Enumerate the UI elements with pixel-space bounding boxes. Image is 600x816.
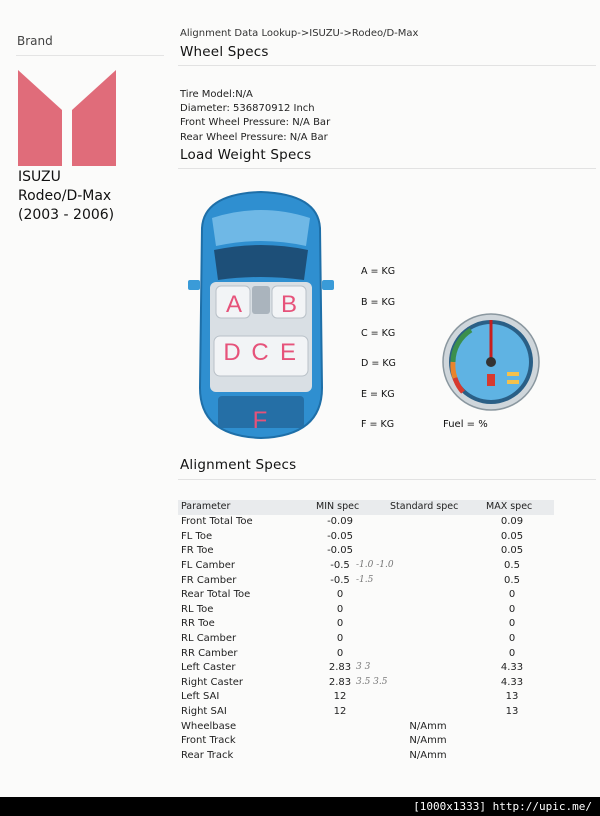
col-header-max: MAX spec [486,501,533,512]
max-cell: 4.33 [500,677,524,688]
table-row [0,677,600,692]
table-row [0,735,600,750]
standard-cell: N/Amm [409,735,447,746]
tire-model: Tire Model:N/A [180,89,253,100]
max-cell: 13 [505,691,519,702]
min-cell: 2.83 [328,677,352,688]
brand-label: Brand [17,34,53,48]
min-cell: 0 [336,648,344,659]
min-cell: 2.83 [328,662,352,673]
param-cell: Front Track [181,735,236,746]
param-cell: FL Camber [181,560,235,571]
fuel-label: Fuel = % [443,419,488,430]
param-cell: RL Camber [181,633,237,644]
diameter: Diameter: 536870912 Inch [180,103,315,114]
min-cell: 0 [336,618,344,629]
min-cell: -0.5 [330,560,350,571]
min-cell: -0.5 [330,575,350,586]
max-cell: 0.05 [500,545,524,556]
param-cell: Front Total Toe [181,516,253,527]
param-cell: RL Toe [181,604,214,615]
table-row [0,545,600,560]
fuel-gauge-icon [441,312,541,412]
min-cell: 0 [336,604,344,615]
param-cell: FR Camber [181,575,237,586]
max-cell: 0.5 [504,575,520,586]
param-cell: Left Caster [181,662,236,673]
model-years: (2003 - 2006) [18,207,115,223]
seat-label-b: B [280,291,298,318]
min-cell: 0 [336,633,344,644]
table-row [0,648,600,663]
min-cell: 12 [333,706,347,717]
table-row [0,560,600,575]
table-row [0,633,600,648]
image-host-caption: [1000x1333] http://upic.me/ [413,800,592,813]
handwritten-note: 3.5 3.5 [356,677,388,687]
table-row [0,575,600,590]
rear-wheel-pressure: Rear Wheel Pressure: N/A Bar [180,132,328,143]
handwritten-note: -1.0 -1.0 [356,560,394,570]
load-c: C = KG [361,328,396,339]
seat-label-e: E [279,339,297,366]
divider [178,65,596,66]
min-cell: -0.05 [327,531,353,542]
load-a: A = KG [361,266,396,277]
divider [178,479,596,480]
max-cell: 13 [505,706,519,717]
table-row [0,604,600,619]
max-cell: 0 [508,648,516,659]
param-cell: Right SAI [181,706,227,717]
load-weight-title: Load Weight Specs [180,147,312,163]
table-row [0,516,600,531]
standard-cell: N/Amm [409,721,447,732]
divider [16,55,164,56]
table-row [0,589,600,604]
table-row [0,618,600,633]
front-wheel-pressure: Front Wheel Pressure: N/A Bar [180,117,331,128]
divider [178,168,596,169]
load-f: F = KG [361,419,395,430]
min-cell: -0.09 [327,516,353,527]
load-e: E = KG [361,389,395,400]
max-cell: 0.09 [500,516,524,527]
col-header-standard: Standard spec [390,501,459,512]
car-diagram [188,188,334,442]
seat-label-a: A [225,291,243,318]
col-header-min: MIN spec [316,501,360,512]
param-cell: Rear Track [181,750,234,761]
seat-label-c: C [251,339,269,366]
param-cell: Left SAI [181,691,220,702]
table-row [0,750,600,765]
breadcrumb: Alignment Data Lookup->ISUZU->Rodeo/D-Max [180,28,419,39]
param-cell: Wheelbase [181,721,237,732]
table-row [0,531,600,546]
max-cell: 0 [508,633,516,644]
max-cell: 0 [508,604,516,615]
max-cell: 0 [508,589,516,600]
table-row [0,662,600,677]
table-row [0,706,600,721]
min-cell: 12 [333,691,347,702]
param-cell: Right Caster [181,677,244,688]
max-cell: 0.5 [504,560,520,571]
wheel-specs-title: Wheel Specs [180,44,269,60]
min-cell: 0 [336,589,344,600]
max-cell: 0.05 [500,531,524,542]
model-name: Rodeo/D-Max [18,188,112,204]
isuzu-logo [18,68,116,166]
cargo-label-f: F [252,407,268,434]
col-header-parameter: Parameter [181,501,231,512]
param-cell: RR Toe [181,618,215,629]
param-cell: FR Toe [181,545,214,556]
param-cell: Rear Total Toe [181,589,251,600]
handwritten-note: 3 3 [356,662,371,672]
load-d: D = KG [361,358,396,369]
standard-cell: N/Amm [409,750,447,761]
load-b: B = KG [361,297,396,308]
handwritten-note: -1.5 [356,575,374,585]
param-cell: FL Toe [181,531,213,542]
seat-label-d: D [223,339,241,366]
param-cell: RR Camber [181,648,238,659]
max-cell: 4.33 [500,662,524,673]
max-cell: 0 [508,618,516,629]
min-cell: -0.05 [327,545,353,556]
make-name: ISUZU [18,169,61,185]
alignment-specs-title: Alignment Specs [180,457,297,473]
table-row [0,721,600,736]
table-row [0,691,600,706]
